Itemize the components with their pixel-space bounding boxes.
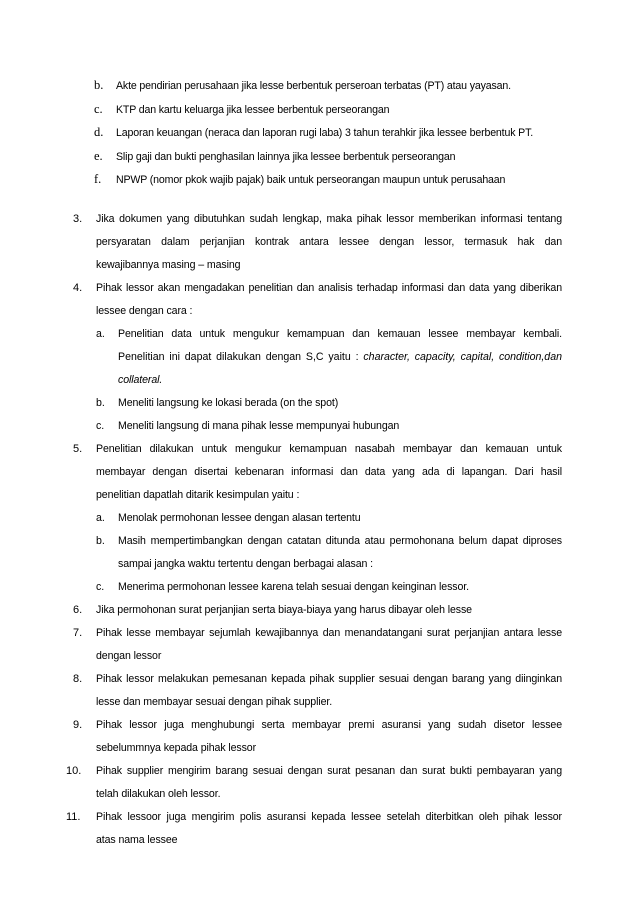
item4-a-line3-italic: collateral. [118,374,163,386]
sub-item-text: KTP dan kartu keluarga jika lessee berbentuk perseorangan [116,104,390,116]
sub-item-letter: c. [94,102,103,116]
item8-line2: lesse dan membayar sesuai dengan pihak supplier. [96,696,333,708]
sub-item-letter: e. [94,149,103,163]
item3-line1: Jika dokumen yang dibutuhkan sudah lengkap, maka pihak lessor memberikan informasi tentang [96,213,562,225]
item4-a-line2-prefix: Penelitian ini dapat dilakukan dengan S,C yaitu : [118,351,359,363]
item3-line2: persyaratan dalam perjanjian kontrak antara lessee dengan lessor, termasuk hak dan [96,236,562,248]
item8-line1: Pihak lessor melakukan pemesanan kepada pihak supplier sesuai dengan barang yang diinginkan [96,673,562,685]
item5-b-line1: Masih mempertimbangkan dengan catatan ditunda atau permohonana belum dapat diproses [118,535,562,547]
item5-b-letter: b. [96,535,105,547]
item5-b-line2: sampai jangka waktu tertentu dengan berbagai alasan : [118,558,374,570]
item5-line2: membayar dengan disertai kebenaran informasi dan data yang ada di lapangan. Dari hasil [96,466,562,478]
sub-item-text: NPWP (nomor pkok wajib pajak) baik untuk perseorangan maupun untuk perusahaan [116,174,506,186]
item4-a-line2-italic: character, capacity, capital, condition,dan [363,351,562,363]
item-number: 8. [73,673,83,685]
sub-item-text: Akte pendirian perusahaan jika lesse berbentuk perseroan terbatas (PT) atau yayasan. [116,80,511,92]
item-number: 6. [73,604,83,616]
item7-line2: dengan lessor [96,650,162,662]
item-number: 4. [73,282,83,294]
item9-line1: Pihak lessor juga menghubungi serta membayar premi asuransi yang sudah disetor lessee [96,719,562,731]
sub-item-letter: b. [94,78,104,92]
item5-a-letter: a. [96,512,105,524]
sub-item-b [0,75,638,99]
item4-c-text: Meneliti langsung di mana pihak lesse mempunyai hubungan [118,420,400,432]
sub-item-text: Slip gaji dan bukti penghasilan lainnya jika lessee berbentuk perseorangan [116,151,456,163]
item10-line2: telah dilakukan oleh lessor. [96,788,221,800]
sub-item-f [0,169,638,193]
item5-c-text: Menerima permohonan lessee karena telah sesuai dengan keinginan lessor. [118,581,469,593]
sub-item-e [0,146,638,170]
item4-a-line1: Penelitian data untuk mengukur kemampuan dan kemauan lessee membayar kembali. [118,328,562,340]
sub-item-letter: d. [94,125,104,139]
sub-item-letter: f. [94,172,102,186]
item4-b-text: Meneliti langsung ke lokasi berada (on the spot) [118,397,339,409]
item4-b-letter: b. [96,397,105,409]
item-number: 10. [66,765,82,777]
item4-line1: Pihak lessor akan mengadakan penelitian dan analisis terhadap informasi dan data yang diberikan [96,282,562,294]
item11-line2: atas nama lessee [96,834,178,846]
item5-line3: penelitian dapatlah ditarik kesimpulan yaitu : [96,489,300,501]
item4-a-line2 [118,351,562,363]
item3-line3: kewajibannya masing – masing [96,259,241,271]
item-number: 5. [73,443,83,455]
item-number: 3. [73,213,83,225]
item5-a-text: Menolak permohonan lessee dengan alasan tertentu [118,512,361,524]
item4-c-letter: c. [96,420,105,432]
item4-line2: lessee dengan cara : [96,305,193,317]
item6-line1: Jika permohonan surat perjanjian serta biaya-biaya yang harus dibayar oleh lesse [96,604,472,616]
item10-line1: Pihak supplier mengirim barang sesuai dengan surat pesanan dan surat bukti pembayaran yang [96,765,562,777]
item-number: 11. [66,811,81,823]
item4-a-line3 [118,374,562,386]
item-number: 9. [73,719,83,731]
sub-item-c [0,99,638,123]
sub-item-d [0,122,638,146]
item9-line2: sebelummnya kepada pihak lessor [96,742,257,754]
sub-item-text: Laporan keuangan (neraca dan laporan rugi laba) 3 tahun terahkir jika lessee berbentuk PT. [116,127,534,139]
item4-a-letter: a. [96,328,105,340]
item5-c-letter: c. [96,581,105,593]
item-number: 7. [73,627,83,639]
item5-line1: Penelitian dilakukan untuk mengukur kemampuan nasabah membayar dan kemauan untuk [96,443,562,455]
item11-line1: Pihak lessoor juga mengirim polis asuransi kepada lessee setelah diterbitkan oleh pihak lessor [96,811,562,823]
item7-line1: Pihak lesse membayar sejumlah kewajibannya dan menandatangani surat perjanjian antara lesse [96,627,562,639]
